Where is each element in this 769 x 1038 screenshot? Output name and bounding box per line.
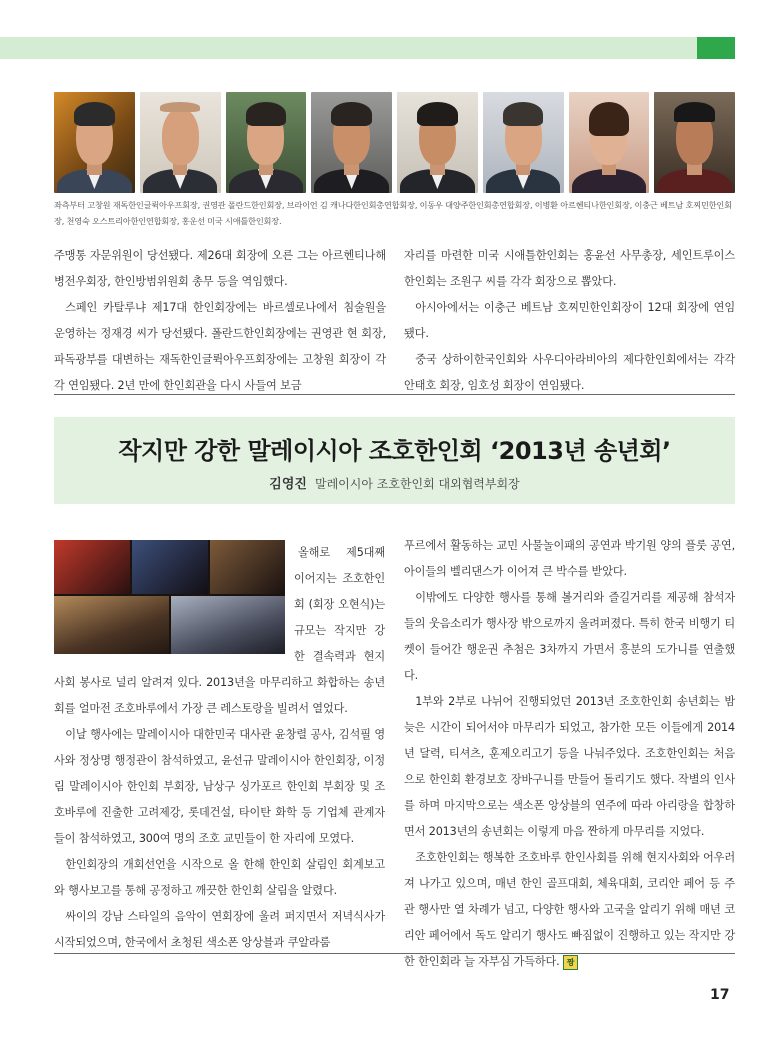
paragraph: 자리를 마련한 미국 시애틀한인회는 홍윤선 사무총장, 세인트루이스한인회는 조원구 씨를 각각 회장으로 뽑았다.	[404, 249, 735, 288]
paragraph-text: 조호한인회는 행복한 조호바루 한인사회를 위해 현지사회와 어우러져 나가고 있으며, 매년 한인 골프대회, 체육대회, 코리안 페어 등 주관 행사만 열 차례가 넘고, 다양한 행사와 고국을 알리기 위해 매년 코리안 페어에서 독도 알리기 행사도 빠짐없이 진행하고 있는 작지만 강한 한인회라 늘 자부심 가득하다.	[404, 851, 735, 968]
paragraph: 아시아에서는 이충근 베트남 호찌민한인회장이 12대 회장에 연임됐다.	[404, 301, 735, 340]
header-band	[0, 37, 697, 59]
header-accent-square	[697, 37, 735, 59]
byline	[54, 473, 735, 492]
section-divider	[54, 394, 735, 395]
paragraph: 중국 상하이한국인회와 사우디아라비아의 제다한인회에서는 각각 안태호 회장, 임호성 회장이 연임됐다.	[404, 353, 735, 392]
portrait-photo	[654, 92, 735, 193]
bottom-divider	[54, 953, 735, 954]
paragraph: 푸르에서 활동하는 교민 사물놀이패의 공연과 박기원 양의 플룻 공연, 아이들의 벨리댄스가 이어져 큰 박수를 받았다.	[404, 539, 735, 578]
paragraph: 이밖에도 다양한 행사를 통해 볼거리와 즐길거리를 제공해 참석자들의 웃음소리가 행사장 밖으로까지 울려퍼졌다. 특히 한국 비행기 티켓이 들어간 행운권 추첨은 3차까지 가면서 흥분의 도가니를 연출했다.	[404, 591, 735, 682]
photo-float-spacer	[54, 540, 294, 658]
bottom-right-column	[404, 533, 735, 975]
bottom-left-column	[54, 540, 385, 956]
portrait-strip	[54, 92, 735, 193]
paragraph: 1부와 2부로 나뉘어 진행되었던 2013년 조호한인회 송년회는 밤 늦은 시간이 되어서야 마무리가 되었고, 참가한 모든 이들에게 2014년 달력, 티셔츠, 훈제오리고기 등을 나눠주었다. 조호한인회는 처음으로 한인회 환경보호 장바구니를 만들어 돌리기도 했다. 작별의 인사를 하며 마지막으로는 색소폰 앙상블의 연주에 따라 아리랑을 합창하면서 2013년의 송년회는 이렇게 마음 짠하게 마무리를 지었다.	[404, 695, 735, 838]
portrait-photo	[226, 92, 307, 193]
portrait-photo	[140, 92, 221, 193]
article-title: 작지만 강한 말레이시아 조호한인회 ‘2013년 송년회’	[118, 437, 671, 465]
paragraph	[54, 540, 385, 722]
paragraph: 한인회장의 개회선언을 시작으로 올 한해 한인회 살림인 회계보고와 행사보고를 통해 공정하고 깨끗한 한인회 살림을 알렸다.	[54, 858, 385, 897]
top-left-column	[54, 243, 386, 399]
paragraph	[404, 845, 735, 975]
photo-caption: 좌측부터 고창원 재독한인글뤽아우프회장, 권영관 폴란드한인회장, 브라이언 김 캐나다한인회총연합회장, 이동우 대양주한인회총연합회장, 이병환 아르헨티나한인회장, 이충근 베트남 호찌민한인회장, 천영숙 오스트리아한인연합회장, 홍운선 미국 시애틀한인회장.	[54, 200, 732, 226]
paragraph: 싸이의 강남 스타일의 음악이 연회장에 울려 퍼지면서 저녁식사가 시작되었으며, 한국에서 초청된 색소폰 앙상블과 쿠알라룸	[54, 910, 385, 949]
portrait-photo	[311, 92, 392, 193]
author-role: 말레이시아 조호한인회 대외협력부회장	[314, 477, 520, 491]
portrait-photo	[397, 92, 478, 193]
page-number: 17	[710, 987, 730, 1003]
paragraph: 스페인 카탈루냐 제17대 한인회장에는 바르셀로나에서 침술원을 운영하는 정재경 씨가 당선됐다. 폴란드한인회장에는 권영관 현 회장, 파독광부를 대변하는 재독한인글뤽아우프회장에는 고창원 회장이 각각 연임됐다. 2년 만에 한인회관을 다시 사들여 보금	[54, 301, 386, 392]
portrait-photo	[569, 92, 650, 193]
portrait-photo	[54, 92, 135, 193]
author-name: 김영진	[269, 477, 307, 492]
portrait-photo	[483, 92, 564, 193]
top-right-column	[404, 243, 735, 399]
paragraph-text: 올해로 제5대째 이어지는 조호한인회 (회장 오현식)는 규모는 작지만 강한 결속력과 현지사회 봉사로 널리 알려져 있다. 2013년을 마무리하고 화합하는 송년회를 얼마전 조호바루에서 가장 큰 레스토랑을 빌려서 열었다.	[54, 546, 385, 715]
paragraph: 이날 행사에는 말레이시아 대한민국 대사관 윤창렬 공사, 김석필 영사와 정상명 행정관이 참석하였고, 윤선규 말레이시아 한인회장, 이정림 말레이시아 한인회 부회장, 남상구 싱가포르 한인회 부회장 및 조호바루에 진출한 고려제강, 롯데건설, 타이탄 화학 등 기업체 관계자들이 참석하였고, 300여 명의 조호 교민들이 한 자리에 모였다.	[54, 728, 385, 845]
article-header	[54, 417, 735, 504]
paragraph: 주맹통 자문위원이 당선됐다. 제26대 회장에 오른 그는 아르헨티나해병전우회장, 한인방범위원회 총무 등을 역임했다.	[54, 249, 386, 288]
end-mark-icon: 짱	[563, 955, 578, 970]
